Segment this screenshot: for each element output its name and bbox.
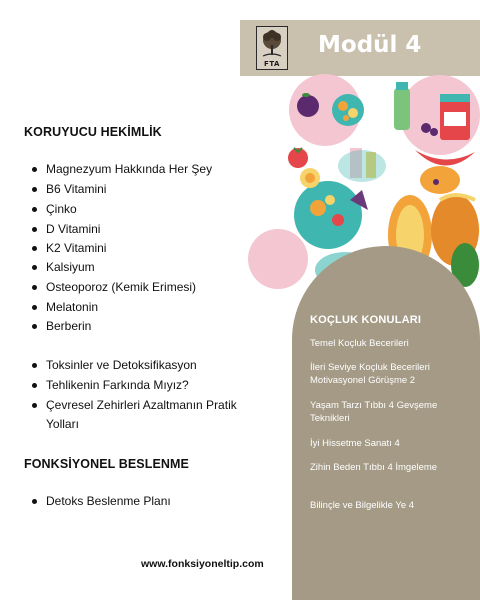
section-title-nutrition: FONKSİYONEL BESLENME (24, 457, 189, 471)
list-item: B6 Vitamini (32, 180, 266, 199)
coaching-item: Zihin Beden Tıbbı 4 İmgeleme (310, 462, 438, 473)
section-title-preventive: KORUYUCU HEKİMLİK (24, 125, 162, 139)
logo-text: FTA (264, 60, 280, 68)
list-item: Berberin (32, 317, 266, 336)
list-item: Kalsiyum (32, 258, 266, 277)
coaching-item: Temel Koçluk Becerileri (310, 338, 409, 349)
tree-icon (259, 29, 285, 59)
list-item: Çinko (32, 200, 266, 219)
list-item: Tehlikenin Farkında Mıyız? (32, 376, 266, 395)
list-item: Toksinler ve Detoksifikasyon (32, 356, 266, 375)
list-item: D Vitamini (32, 220, 266, 239)
list-item: Magnezyum Hakkında Her Şey (32, 160, 266, 179)
fta-logo (256, 26, 288, 70)
module-title: Modül 4 (318, 32, 422, 58)
list-item: Çevresel Zehirleri Azaltmanın Pratik Yolları (32, 396, 266, 434)
coaching-title: KOÇLUK KONULARI (310, 314, 422, 326)
coaching-item: Yaşam Tarzı Tıbbı 4 Gevşeme Teknikleri (310, 400, 438, 424)
list-item: K2 Vitamini (32, 239, 266, 258)
list-item: Melatonin (32, 298, 266, 317)
list-item: Detoks Beslenme Planı (32, 492, 266, 511)
coaching-item: İleri Seviye Koçluk Becerileri Motivasyonel Görüşme 2 (310, 362, 430, 386)
website-link[interactable]: www.fonksiyoneltip.com (141, 558, 264, 570)
coaching-item: Bilinçle ve Bilgelikle Ye 4 (310, 500, 415, 511)
coaching-item: İyi Hissetme Sanatı 4 (310, 438, 400, 449)
list-item: Osteoporoz (Kemik Erimesi) (32, 278, 266, 297)
